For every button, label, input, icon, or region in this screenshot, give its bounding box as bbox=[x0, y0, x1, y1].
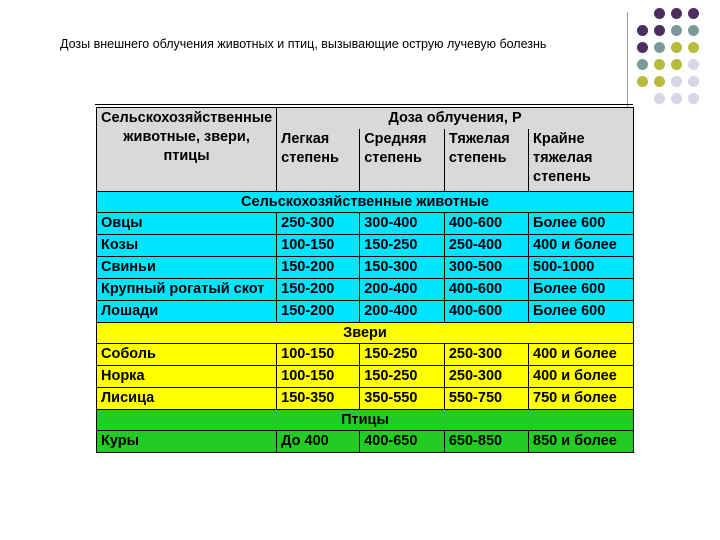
extreme-cell: 400 и более bbox=[529, 366, 634, 388]
decorative-dot bbox=[637, 25, 648, 36]
heavy-cell: 650-850 bbox=[444, 431, 528, 453]
table-row bbox=[97, 431, 634, 453]
heavy-cell: 250-400 bbox=[444, 235, 528, 257]
animal-cell: Куры bbox=[97, 431, 277, 453]
animal-cell: Лошади bbox=[97, 301, 277, 323]
decorative-dot bbox=[688, 42, 699, 53]
extreme-cell: 400 и более bbox=[529, 235, 634, 257]
section-header-fur-animals: Звери bbox=[97, 323, 634, 344]
heavy-cell: 300-500 bbox=[444, 257, 528, 279]
light-cell: До 400 bbox=[277, 431, 360, 453]
decorative-dot bbox=[637, 76, 648, 87]
table-row bbox=[97, 344, 634, 366]
heavy-cell: 250-300 bbox=[444, 366, 528, 388]
decorative-dot bbox=[671, 25, 682, 36]
animal-cell: Козы bbox=[97, 235, 277, 257]
decorative-dot bbox=[654, 76, 665, 87]
medium-cell: 200-400 bbox=[360, 279, 445, 301]
slide-title: Дозы внешнего облучения животных и птиц, вызывающие острую лучевую болезнь bbox=[60, 37, 547, 51]
light-cell: 150-200 bbox=[277, 301, 360, 323]
heavy-cell: 550-750 bbox=[444, 388, 528, 410]
col-header-light: Легкая степень bbox=[277, 129, 360, 192]
extreme-cell: 400 и более bbox=[529, 344, 634, 366]
extreme-cell: 750 и более bbox=[529, 388, 634, 410]
medium-cell: 150-250 bbox=[360, 366, 445, 388]
medium-cell: 150-250 bbox=[360, 344, 445, 366]
animal-cell: Лисица bbox=[97, 388, 277, 410]
table-row bbox=[97, 235, 634, 257]
light-cell: 150-200 bbox=[277, 279, 360, 301]
light-cell: 100-150 bbox=[277, 366, 360, 388]
decorative-dot bbox=[688, 93, 699, 104]
light-cell: 250-300 bbox=[277, 213, 360, 235]
top-rule bbox=[95, 104, 633, 105]
decorative-dot bbox=[671, 42, 682, 53]
table-row bbox=[97, 279, 634, 301]
table-row bbox=[97, 388, 634, 410]
heavy-cell: 400-600 bbox=[444, 213, 528, 235]
table-row bbox=[97, 213, 634, 235]
decorative-dot bbox=[688, 8, 699, 19]
decorative-dot bbox=[654, 42, 665, 53]
medium-cell: 400-650 bbox=[360, 431, 445, 453]
decorative-dot bbox=[637, 42, 648, 53]
decorative-dot bbox=[671, 93, 682, 104]
section-header-birds: Птицы bbox=[97, 410, 634, 431]
decorative-dot bbox=[671, 59, 682, 70]
medium-cell: 200-400 bbox=[360, 301, 445, 323]
table-row bbox=[97, 257, 634, 279]
decorative-dot bbox=[688, 76, 699, 87]
light-cell: 100-150 bbox=[277, 235, 360, 257]
medium-cell: 300-400 bbox=[360, 213, 445, 235]
medium-cell: 350-550 bbox=[360, 388, 445, 410]
col-header-animals: Сельскохозяйственные животные, звери, птицы bbox=[97, 108, 277, 192]
extreme-cell: Более 600 bbox=[529, 279, 634, 301]
medium-cell: 150-300 bbox=[360, 257, 445, 279]
heavy-cell: 400-600 bbox=[444, 301, 528, 323]
heavy-cell: 400-600 bbox=[444, 279, 528, 301]
divider-line bbox=[627, 12, 628, 107]
extreme-cell: 850 и более bbox=[529, 431, 634, 453]
light-cell: 150-350 bbox=[277, 388, 360, 410]
col-header-medium: Средняя степень bbox=[360, 129, 445, 192]
heavy-cell: 250-300 bbox=[444, 344, 528, 366]
decorative-dot bbox=[688, 25, 699, 36]
decorative-dot bbox=[671, 8, 682, 19]
medium-cell: 150-250 bbox=[360, 235, 445, 257]
col-header-heavy: Тяжелая степень bbox=[444, 129, 528, 192]
decorative-dot bbox=[654, 8, 665, 19]
decorative-dot bbox=[688, 59, 699, 70]
animal-cell: Соболь bbox=[97, 344, 277, 366]
animal-cell: Свиньи bbox=[97, 257, 277, 279]
animal-cell: Норка bbox=[97, 366, 277, 388]
decorative-dot bbox=[654, 93, 665, 104]
radiation-dose-table bbox=[96, 107, 634, 453]
dose-header: Доза облучения, Р bbox=[277, 108, 634, 130]
table-row bbox=[97, 301, 634, 323]
animal-cell: Овцы bbox=[97, 213, 277, 235]
decorative-dot bbox=[654, 25, 665, 36]
table-row bbox=[97, 366, 634, 388]
col-header-extreme: Крайне тяжелая степень bbox=[529, 129, 634, 192]
extreme-cell: Более 600 bbox=[529, 301, 634, 323]
section-header-livestock: Сельскохозяйственные животные bbox=[97, 192, 634, 213]
extreme-cell: Более 600 bbox=[529, 213, 634, 235]
decorative-dot bbox=[637, 59, 648, 70]
decorative-dot-grid bbox=[637, 8, 715, 118]
light-cell: 150-200 bbox=[277, 257, 360, 279]
animal-cell: Крупный рогатый скот bbox=[97, 279, 277, 301]
decorative-dot bbox=[671, 76, 682, 87]
extreme-cell: 500-1000 bbox=[529, 257, 634, 279]
decorative-dot bbox=[654, 59, 665, 70]
light-cell: 100-150 bbox=[277, 344, 360, 366]
